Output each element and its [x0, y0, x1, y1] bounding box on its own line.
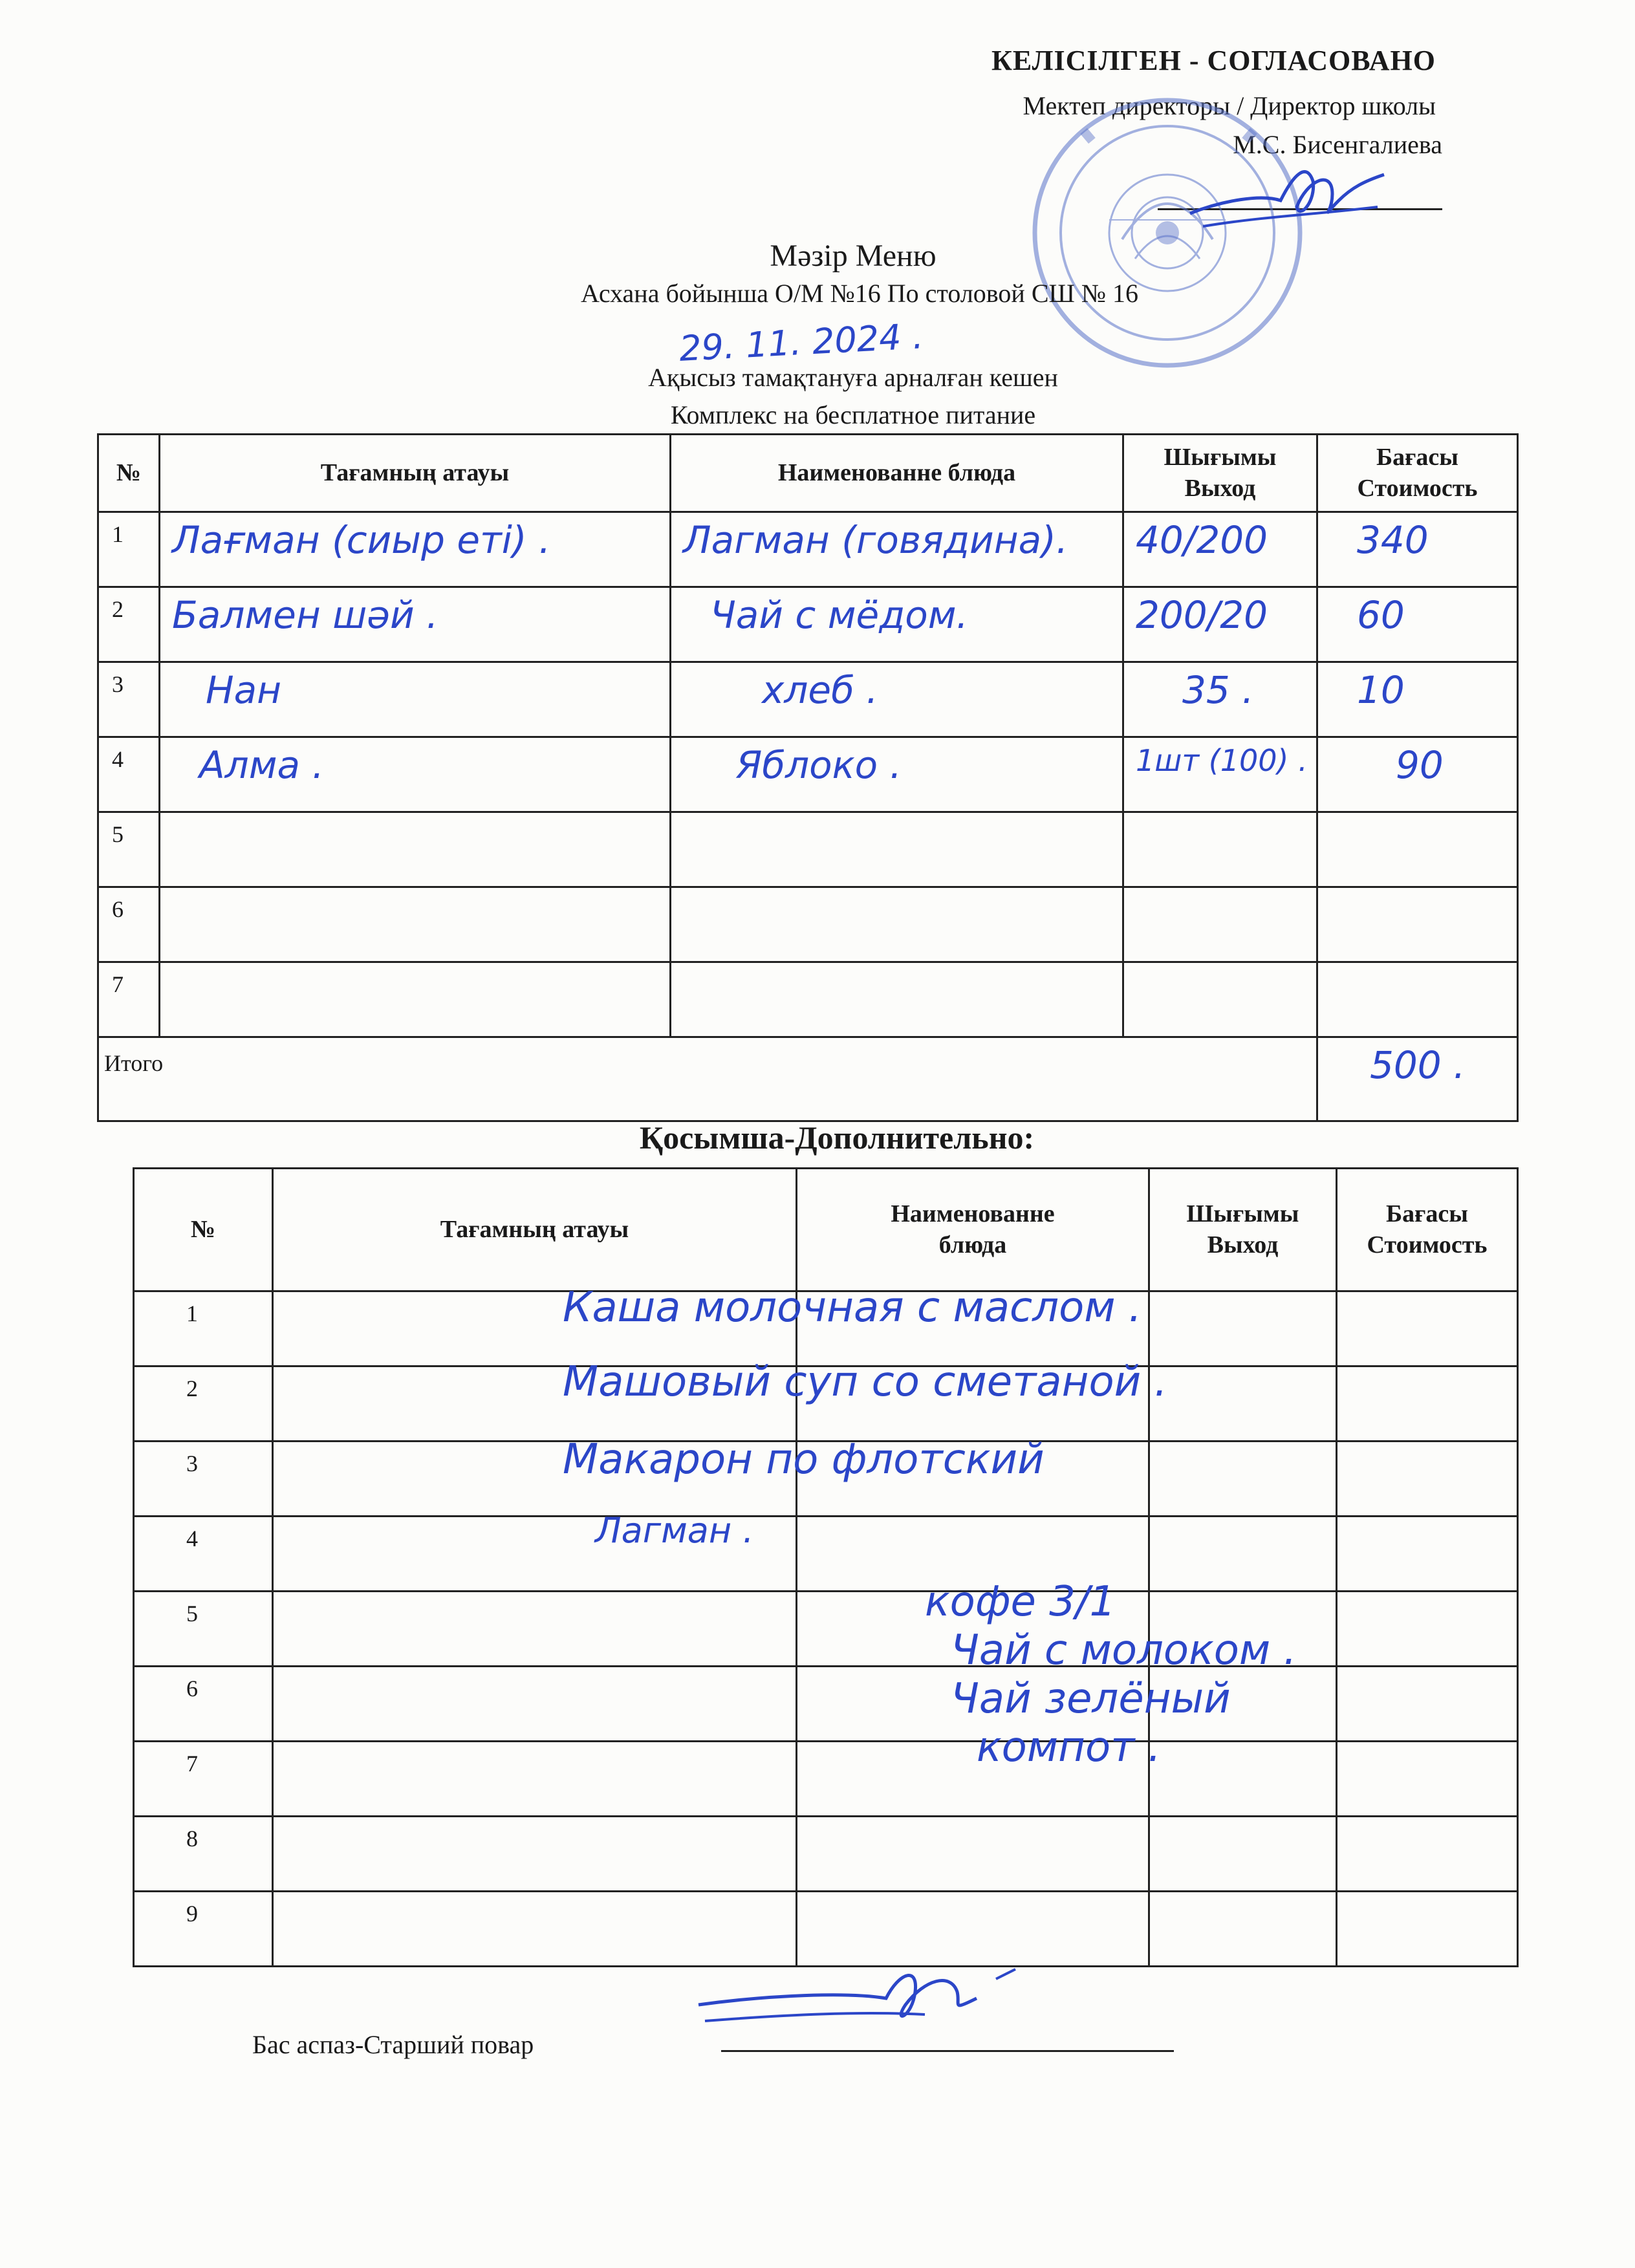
table-row: [134, 1667, 1518, 1742]
dish-price: [1317, 812, 1518, 887]
table-row: [134, 1892, 1518, 1967]
row-number: 8: [134, 1817, 273, 1892]
dish-price: [1317, 887, 1518, 962]
row-number: 7: [98, 962, 160, 1037]
dish-name-kz: Балмен шәй .: [160, 587, 671, 662]
table-row: [134, 1517, 1518, 1592]
extra-dish: Каша молочная с маслом .: [563, 1284, 1142, 1332]
dish-price: 340: [1317, 512, 1518, 587]
col-output: Шығымы Выход: [1123, 435, 1317, 512]
menu-date: 29. 11. 2024 .: [678, 316, 925, 369]
director-signature: [1184, 155, 1391, 246]
row-number: 7: [134, 1742, 273, 1817]
dish-output: 1шт (100) .: [1123, 737, 1317, 812]
complex-title-ru: Комплекс на бесплатное питание: [670, 400, 1036, 429]
table-row: [134, 1817, 1518, 1892]
col-name-kz: Тағамның атауы: [273, 1169, 797, 1291]
dish-name-ru: [671, 962, 1123, 1037]
row-number: 6: [98, 887, 160, 962]
col-price: Бағасы Стоимость: [1317, 435, 1518, 512]
extra-dish: кофе 3/1: [925, 1578, 1116, 1626]
canteen-line: Асхана бойынша О/М №16 По столовой СШ № 16: [580, 279, 1139, 308]
dish-name-ru: Чай с мёдом.: [671, 587, 1123, 662]
total-row: [98, 1037, 1518, 1121]
dish-output: 40/200: [1123, 512, 1317, 587]
dish-price: [1317, 962, 1518, 1037]
row-number: 6: [134, 1667, 273, 1742]
row-number: 5: [134, 1592, 273, 1667]
dish-name-kz: Алма .: [160, 737, 671, 812]
table-header-row: [98, 435, 1518, 512]
table-row: [98, 737, 1518, 812]
extra-dish: Машовый суп со сметаной .: [563, 1358, 1167, 1406]
row-number: 1: [98, 512, 160, 587]
table-row: [98, 662, 1518, 737]
col-name-ru: Наименованне блюда: [671, 435, 1123, 512]
row-number: 4: [98, 737, 160, 812]
table-header-row: [134, 1169, 1518, 1291]
row-number: 2: [134, 1366, 273, 1442]
chef-signature: [692, 1960, 1028, 2044]
col-price: Бағасы Стоимость: [1337, 1169, 1518, 1291]
table-row: [98, 887, 1518, 962]
row-number: 2: [98, 587, 160, 662]
col-name-ru: Наименованне блюда: [797, 1169, 1149, 1291]
dish-name-ru: Яблоко .: [671, 737, 1123, 812]
complex-title-kz: Ақысыз тамақтануға арналған кешен: [648, 363, 1058, 392]
extra-dish: Чай зелёный: [951, 1675, 1231, 1723]
table-row: [98, 812, 1518, 887]
extra-title: Қосымша-Дополнительно:: [639, 1119, 1035, 1156]
row-number: 3: [134, 1442, 273, 1517]
row-number: 3: [98, 662, 160, 737]
approval-name: М.С. Бисенгалиева: [1233, 130, 1442, 159]
dish-name-ru: Лагман (говядина).: [671, 512, 1123, 587]
row-number: 4: [134, 1517, 273, 1592]
dish-name-kz: Нан: [160, 662, 671, 737]
col-number: №: [134, 1169, 273, 1291]
extra-dish: компот .: [977, 1723, 1162, 1771]
row-number: 9: [134, 1892, 273, 1967]
dish-output: [1123, 812, 1317, 887]
dish-name-kz: [160, 812, 671, 887]
table-row: [134, 1592, 1518, 1667]
dish-name-ru: [671, 887, 1123, 962]
dish-output: 35 .: [1123, 662, 1317, 737]
col-name-kz: Тағамның атауы: [160, 435, 671, 512]
total-label: Итого: [98, 1037, 1317, 1121]
extra-dish: Макарон по флотский: [563, 1436, 1045, 1484]
table-row: [98, 587, 1518, 662]
table-row: [134, 1742, 1518, 1817]
extra-dish: Чай с молоком .: [951, 1626, 1297, 1674]
dish-output: [1123, 887, 1317, 962]
dish-price: 60: [1317, 587, 1518, 662]
col-output: Шығымы Выход: [1149, 1169, 1337, 1291]
row-number: 1: [134, 1291, 273, 1366]
dish-name-kz: [160, 962, 671, 1037]
approval-title: КЕЛІСІЛГЕН - СОГЛАСОВАНО: [991, 45, 1436, 76]
chef-label: Бас аспаз-Старший повар: [252, 2030, 534, 2059]
dish-output: 200/20: [1123, 587, 1317, 662]
dish-output: [1123, 962, 1317, 1037]
total-value: 500 .: [1317, 1037, 1518, 1121]
chef-signature-line: [721, 2050, 1174, 2052]
dish-price: 90: [1317, 737, 1518, 812]
dish-price: 10: [1317, 662, 1518, 737]
table-row: [98, 512, 1518, 587]
dish-name-ru: хлеб .: [671, 662, 1123, 737]
dish-name-kz: [160, 887, 671, 962]
extra-dish: Лагман .: [595, 1510, 754, 1551]
free-meal-table: [97, 433, 1519, 1122]
col-number: №: [98, 435, 160, 512]
row-number: 5: [98, 812, 160, 887]
menu-title: Мәзір Меню: [770, 239, 937, 273]
table-row: [98, 962, 1518, 1037]
dish-name-kz: Лағман (сиыр еті) .: [160, 512, 671, 587]
dish-name-ru: [671, 812, 1123, 887]
approval-position: Мектеп директоры / Директор школы: [1023, 91, 1436, 120]
